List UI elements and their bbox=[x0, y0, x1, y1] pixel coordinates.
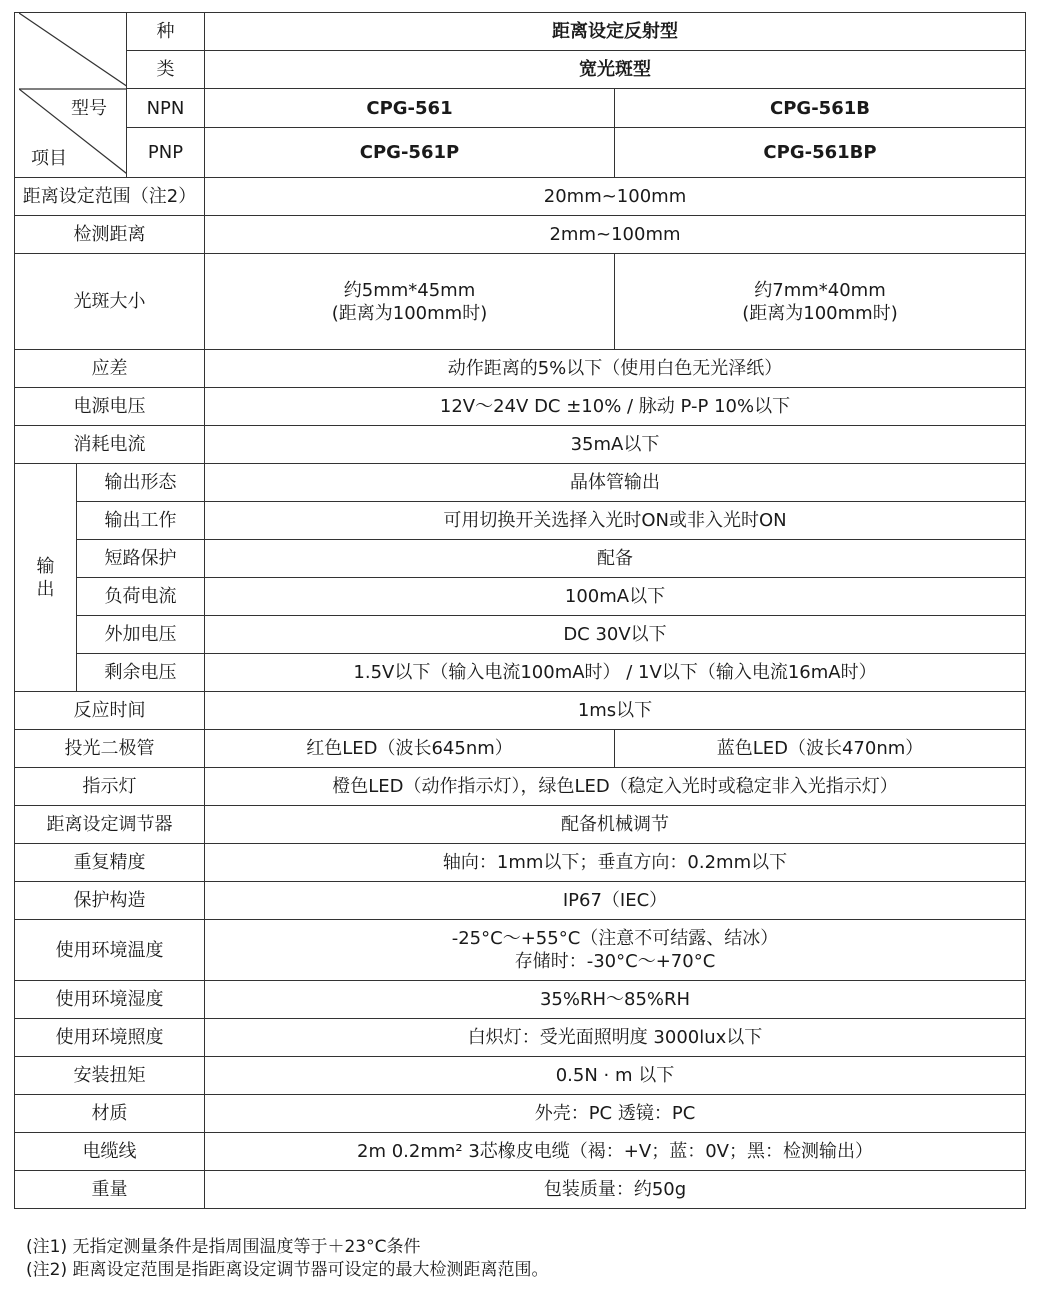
repeat-label: 重复精度 bbox=[15, 844, 205, 882]
current-label: 消耗电流 bbox=[15, 426, 205, 464]
supply-label: 电源电压 bbox=[15, 388, 205, 426]
indicator-label: 指示灯 bbox=[15, 768, 205, 806]
footnotes bbox=[26, 1236, 548, 1282]
output-group-label bbox=[15, 464, 77, 692]
spot-value-a bbox=[205, 254, 615, 350]
temp-label: 使用环境温度 bbox=[15, 920, 205, 981]
weight-label: 重量 bbox=[15, 1171, 205, 1209]
short-protect-label: 短路保护 bbox=[77, 540, 205, 578]
repeat-value: 轴向：1mm以下；垂直方向：0.2mm以下 bbox=[205, 844, 1026, 882]
hysteresis-label: 应差 bbox=[15, 350, 205, 388]
detect-label: 检测距离 bbox=[15, 216, 205, 254]
applied-voltage-value: DC 30V以下 bbox=[205, 616, 1026, 654]
emitter-value-b: 蓝色LED（波长470nm） bbox=[615, 730, 1026, 768]
spot-value-a-line2: (距离为100mm时) bbox=[331, 302, 488, 324]
spec-table bbox=[14, 12, 1026, 1209]
cable-label: 电缆线 bbox=[15, 1133, 205, 1171]
npn-label: NPN bbox=[127, 89, 205, 127]
output-form-label: 输出形态 bbox=[77, 464, 205, 502]
response-label: 反应时间 bbox=[15, 692, 205, 730]
pnp-label: PNP bbox=[127, 127, 205, 177]
weight-value: 包装质量：约50g bbox=[205, 1171, 1026, 1209]
material-value: 外壳：PC 透镜：PC bbox=[205, 1095, 1026, 1133]
current-value: 35mA以下 bbox=[205, 426, 1026, 464]
torque-value: 0.5N · m 以下 bbox=[205, 1057, 1026, 1095]
output-group-text: 输出 bbox=[36, 555, 55, 600]
temp-value bbox=[205, 920, 1026, 981]
model-label: 型号 bbox=[71, 98, 107, 119]
item-label: 项目 bbox=[31, 148, 67, 169]
torque-label: 安装扭矩 bbox=[15, 1057, 205, 1095]
output-form-value: 晶体管输出 bbox=[205, 464, 1026, 502]
emitter-value-a: 红色LED（波长645nm） bbox=[205, 730, 615, 768]
adjuster-label: 距离设定调节器 bbox=[15, 806, 205, 844]
type-label-top: 种 bbox=[127, 13, 205, 51]
npn-model-a: CPG-561 bbox=[205, 89, 615, 127]
spot-label: 光斑大小 bbox=[15, 254, 205, 350]
emitter-label: 投光二极管 bbox=[15, 730, 205, 768]
response-value: 1ms以下 bbox=[205, 692, 1026, 730]
supply-value: 12V～24V DC ±10% / 脉动 P-P 10%以下 bbox=[205, 388, 1026, 426]
temp-value-line1: -25°C～+55°C（注意不可结露、结冰） bbox=[451, 928, 779, 949]
spot-value-a-line1: 约5mm*45mm bbox=[343, 279, 476, 301]
footnote-1: (注1) 无指定测量条件是指周围温度等于＋23°C条件 bbox=[26, 1237, 421, 1257]
pnp-model-b: CPG-561BP bbox=[615, 127, 1026, 177]
footnote-2: (注2) 距离设定范围是指距离设定调节器可设定的最大检测距离范围。 bbox=[26, 1260, 549, 1280]
residual-voltage-value: 1.5V以下（输入电流100mA时） / 1V以下（输入电流16mA时） bbox=[205, 654, 1026, 692]
applied-voltage-label: 外加电压 bbox=[77, 616, 205, 654]
output-mode-value: 可用切换开关选择入光时ON或非入光时ON bbox=[205, 502, 1026, 540]
header-diagonal-cell bbox=[15, 13, 127, 178]
pnp-model-a: CPG-561P bbox=[205, 127, 615, 177]
output-mode-label: 输出工作 bbox=[77, 502, 205, 540]
load-current-value: 100mA以下 bbox=[205, 578, 1026, 616]
spot-value-b-line1: 约7mm*40mm bbox=[754, 279, 886, 301]
material-label: 材质 bbox=[15, 1095, 205, 1133]
subtype-value: 宽光斑型 bbox=[205, 51, 1026, 89]
type-value: 距离设定反射型 bbox=[205, 13, 1026, 51]
cable-value: 2m 0.2mm² 3芯橡皮电缆（褐：+V；蓝：0V；黑：检测输出） bbox=[205, 1133, 1026, 1171]
humidity-label: 使用环境湿度 bbox=[15, 981, 205, 1019]
spot-value-b-line2: (距离为100mm时) bbox=[742, 302, 898, 324]
adjuster-value: 配备机械调节 bbox=[205, 806, 1026, 844]
load-current-label: 负荷电流 bbox=[77, 578, 205, 616]
illuminance-label: 使用环境照度 bbox=[15, 1019, 205, 1057]
short-protect-value: 配备 bbox=[205, 540, 1026, 578]
hysteresis-value: 动作距离的5%以下（使用白色无光泽纸） bbox=[205, 350, 1026, 388]
range-label: 距离设定范围（注2） bbox=[15, 178, 205, 216]
detect-value: 2mm~100mm bbox=[205, 216, 1026, 254]
humidity-value: 35%RH～85%RH bbox=[205, 981, 1026, 1019]
type-label-bottom: 类 bbox=[127, 51, 205, 89]
npn-model-b: CPG-561B bbox=[615, 89, 1026, 127]
protection-value: IP67（IEC） bbox=[205, 882, 1026, 920]
indicator-value: 橙色LED（动作指示灯），绿色LED（稳定入光时或稳定非入光指示灯） bbox=[205, 768, 1026, 806]
protection-label: 保护构造 bbox=[15, 882, 205, 920]
spot-value-b bbox=[615, 254, 1026, 350]
residual-voltage-label: 剩余电压 bbox=[77, 654, 205, 692]
temp-value-line2: 存储时：-30°C～+70°C bbox=[514, 951, 716, 972]
illuminance-value: 白炽灯：受光面照明度 3000lux以下 bbox=[205, 1019, 1026, 1057]
range-value: 20mm~100mm bbox=[205, 178, 1026, 216]
